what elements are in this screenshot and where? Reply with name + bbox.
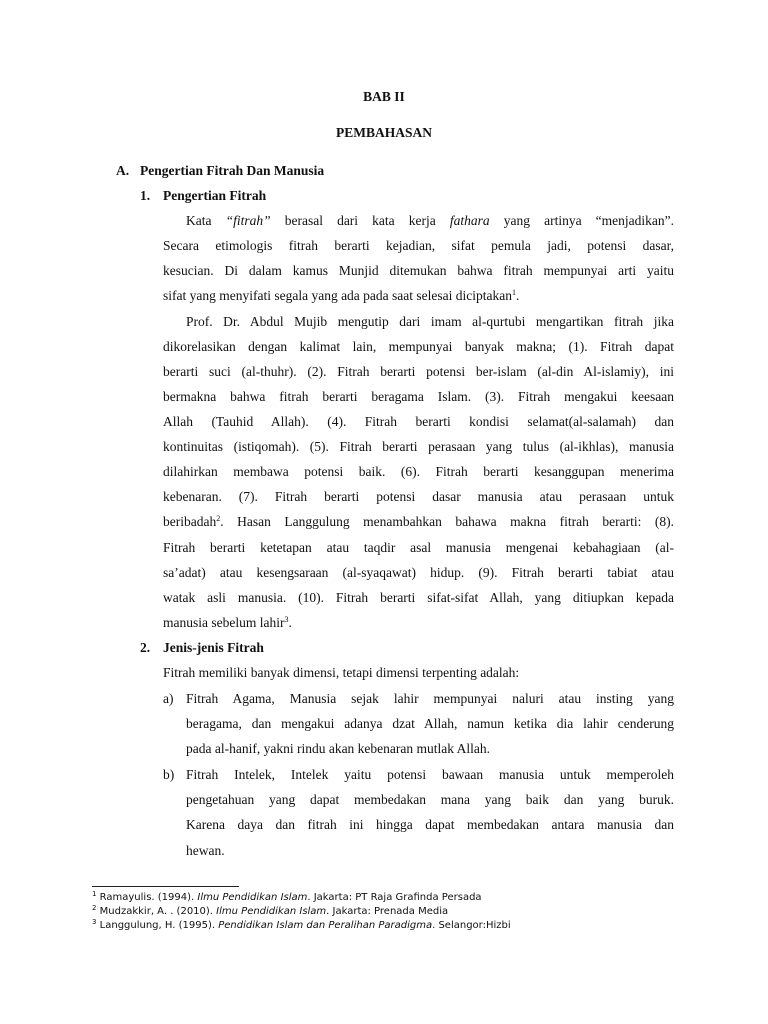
item-a-line-1: Fitrah Agama, Manusia sejak lahir mempunyai naluri atau insting yang bbox=[186, 691, 674, 706]
para2-line-8: kebenaran. (7). Fitrah berarti potensi dasar manusia atau perasaan untuk bbox=[163, 489, 674, 504]
para1-line-1-end: yang artinya “menjadikan”. bbox=[503, 213, 675, 228]
footnote-3-number: 3 bbox=[92, 918, 97, 926]
sub1-marker: 1. bbox=[140, 188, 151, 203]
para2-line-13-text: manusia sebelum lahir bbox=[163, 615, 285, 630]
term-fitrah: “fitrah” bbox=[225, 213, 271, 228]
para2-line-4: bermakna bahwa fitrah berarti beragama Islam. (3). Fitrah mengakui keesaan bbox=[163, 389, 674, 404]
para2-line-7: dilahirkan membawa potensi baik. (6). Fitrah berarti kesanggupan menerima bbox=[163, 464, 674, 479]
item-b-marker: b) bbox=[163, 767, 175, 782]
item-b-line-3: Karena daya dan fitrah ini hingga dapat membedakan antara manusia dan bbox=[186, 817, 674, 832]
item-b-line-2: pengetahuan yang dapat membedakan mana yang baik dan yang buruk. bbox=[186, 792, 674, 807]
footnote-3-title: Pendidikan Islam dan Peralihan Paradigma bbox=[218, 920, 433, 931]
footnote-2-title: Ilmu Pendidikan Islam bbox=[216, 906, 327, 917]
item-a-line-2: beragama, dan mengakui adanya dzat Allah, namun ketika dia lahir cenderung bbox=[186, 716, 674, 731]
item-b-line-1: Fitrah Intelek, Intelek yaitu potensi bawaan manusia untuk memperoleh bbox=[186, 767, 674, 782]
para2-line-9 bbox=[163, 514, 674, 530]
term-fathara: fathara bbox=[449, 213, 490, 228]
para2-line-11: sa’adat) atau kesengsaraan (al-syaqawat) hidup. (9). Fitrah berarti tabiat atau bbox=[163, 565, 674, 580]
para1-word-kata: Kata bbox=[186, 213, 212, 228]
chapter-title: PEMBAHASAN bbox=[335, 125, 432, 140]
para2-line-13-end: . bbox=[288, 615, 292, 630]
para1-line-1-mid: berasal dari kata kerja bbox=[284, 213, 436, 228]
footnote-1-publisher: . Jakarta: PT Raja Grafinda Persada bbox=[307, 892, 482, 903]
footnote-3-author: Langgulung, H. (1995). bbox=[99, 920, 219, 931]
chapter-heading: BAB II bbox=[363, 89, 405, 104]
para1-line-1 bbox=[186, 213, 674, 229]
para2-line-5: Allah (Tauhid Allah). (4). Fitrah berarti kondisi selamat(al-salamah) dan bbox=[163, 414, 674, 429]
para2-line-3: berarti suci (al-thuhr). (2). Fitrah berarti potensi ber-islam (al-din Al-islamiy), ini bbox=[163, 364, 674, 379]
para2-line-9-a: beribadah bbox=[163, 514, 217, 529]
footnote-2 bbox=[92, 906, 448, 917]
section-a-marker: A. bbox=[116, 163, 130, 178]
sub1-heading: Pengertian Fitrah bbox=[163, 188, 267, 203]
item-a-marker: a) bbox=[163, 691, 174, 706]
sub2-marker: 2. bbox=[140, 640, 151, 655]
footnote-1-author: Ramayulis. (1994). bbox=[99, 892, 198, 903]
para1-line-4 bbox=[163, 288, 519, 304]
sub2-intro: Fitrah memiliki banyak dimensi, tetapi dimensi terpenting adalah: bbox=[163, 665, 520, 680]
footnote-3 bbox=[92, 920, 511, 931]
para2-line-10: Fitrah berarti ketetapan atau taqdir asal manusia mengenai kebahagiaan (al- bbox=[163, 540, 674, 555]
sub2-heading: Jenis-jenis Fitrah bbox=[163, 640, 264, 655]
para1-line-3: kesucian. Di dalam kamus Munjid ditemukan bahwa fitrah mempunyai arti yaitu bbox=[163, 263, 674, 278]
footnote-1-number: 1 bbox=[92, 890, 97, 898]
footnote-1 bbox=[92, 892, 482, 903]
section-a-heading: Pengertian Fitrah Dan Manusia bbox=[140, 163, 325, 178]
footnote-2-publisher: . Jakarta: Prenada Media bbox=[326, 906, 449, 917]
para1-line-4-end: . bbox=[515, 288, 520, 303]
footnote-3-publisher: . Selangor:Hizbi bbox=[432, 920, 511, 931]
para2-line-13 bbox=[163, 615, 292, 631]
footnote-2-number: 2 bbox=[92, 904, 97, 912]
item-b-line-4: hewan. bbox=[186, 843, 225, 858]
footnote-1-title: Ilmu Pendidikan Islam bbox=[197, 892, 308, 903]
footnote-ref-1[interactable]: 1 bbox=[511, 288, 516, 297]
para2-line-12: watak asli manusia. (10). Fitrah berarti sifat-sifat Allah, yang ditiupkan kepada bbox=[163, 590, 674, 605]
para1-line-2: Secara etimologis fitrah berarti kejadian, sifat pemula jadi, potensi dasar, bbox=[163, 238, 674, 253]
para2-line-1: Prof. Dr. Abdul Mujib mengutip dari imam al-qurtubi mengartikan fitrah jika bbox=[186, 314, 674, 329]
para2-line-6: kontinuitas (istiqomah). (5). Fitrah berarti perasaan yang tulus (al-ikhlas), manusia bbox=[163, 439, 674, 454]
para2-line-9-b: . Hasan Langgulung menambahkan bahawa makna fitrah berarti: (8). bbox=[220, 514, 674, 529]
para1-line-4-text: sifat yang menyifati segala yang ada pada saat selesai diciptakan bbox=[163, 288, 512, 303]
para2-line-2: dikorelasikan dengan kalimat lain, mempunyai banyak makna; (1). Fitrah dapat bbox=[163, 339, 674, 354]
footnote-separator bbox=[92, 886, 239, 887]
footnote-ref-2[interactable]: 2 bbox=[216, 514, 221, 523]
footnote-2-author: Mudzakkir, A. . (2010). bbox=[99, 906, 217, 917]
item-a-line-3: pada al-hanif, yakni rindu akan kebenaran mutlak Allah. bbox=[186, 741, 491, 756]
footnote-ref-3[interactable]: 3 bbox=[284, 615, 289, 624]
